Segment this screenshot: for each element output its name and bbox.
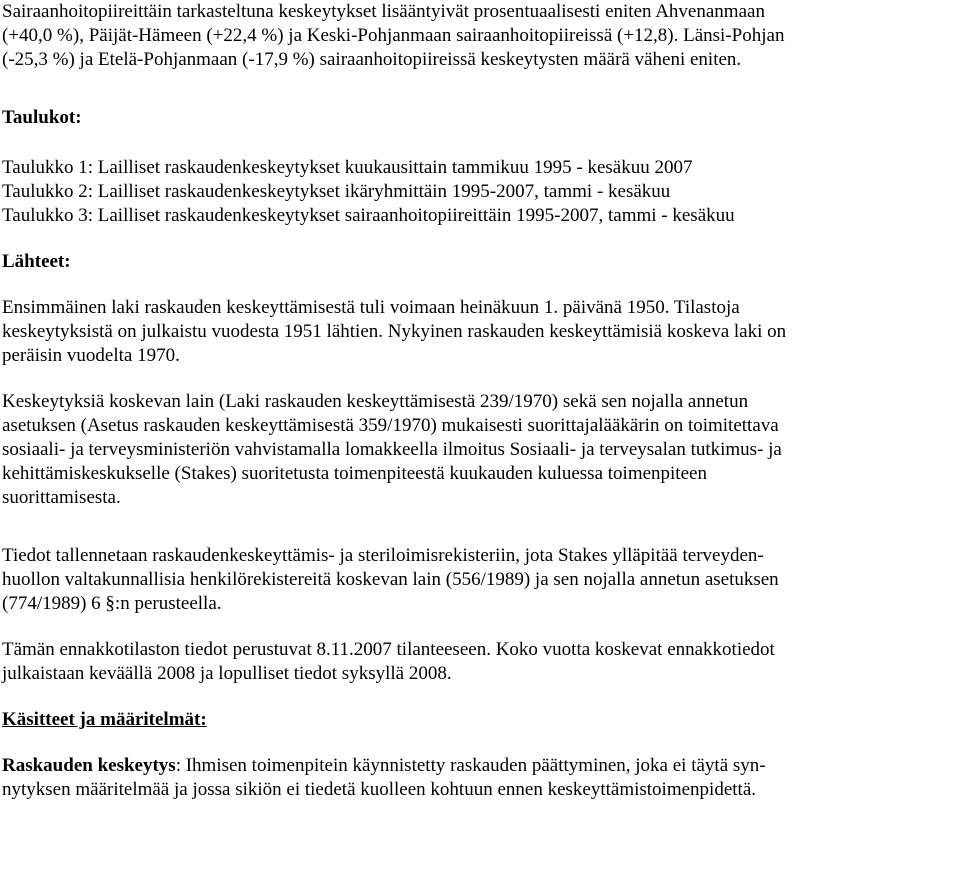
text-line: asetuksen (Asetus raskauden keskeyttämisestä 359/1970) mukaisesti suorittajalääkärin on toimitettava — [2, 415, 779, 436]
definition-second-line: nytyksen määritelmää ja jossa sikiön ei tiedetä kuolleen kohtuun ennen keskeyttämistoimenpidettä. — [2, 779, 756, 800]
definition-separator: : — [175, 755, 181, 776]
text-line: keskeytyksistä on julkaistu vuodesta 1951 lähtien. Nykyinen raskauden keskeyttämisiä koskeva laki on — [2, 321, 787, 342]
sources-heading: Lähteet: — [2, 251, 71, 272]
document-page — [2, 0, 958, 802]
table-list-item: Taulukko 2: Lailliset raskaudenkeskeytykset ikäryhmittäin 1995-2007, tammi - kesäkuu — [2, 181, 671, 202]
text-line: huollon valtakunnallisia henkilörekistereitä koskevan lain (556/1989) ja sen nojalla annetun asetuksen — [2, 569, 779, 590]
text-line: Ensimmäinen laki raskauden keskeyttämisestä tuli voimaan heinäkuun 1. päivänä 1950. Tilastoja — [2, 297, 740, 318]
text-line: Tämän ennakkotilaston tiedot perustuvat 8.11.2007 tilanteeseen. Koko vuotta koskevat ennakkotiedot — [2, 639, 775, 660]
table-list-item: Taulukko 3: Lailliset raskaudenkeskeytykset sairaanhoitopiireittäin 1995-2007, tammi - kesäkuu — [2, 205, 735, 226]
text-line: suorittamisesta. — [2, 487, 121, 508]
sources-paragraph-preliminary — [2, 638, 958, 686]
text-line: (+40,0 %), Päijät-Hämeen (+22,4 %) ja Keski-Pohjanmaan sairaanhoitopiireissä (+12,8). Länsi-Pohjan — [2, 25, 785, 46]
text-line: (-25,3 %) ja Etelä-Pohjanmaan (-17,9 %) sairaanhoitopiireissä keskeytysten määrä väheni eniten. — [2, 49, 742, 70]
text-line: Tiedot tallennetaan raskaudenkeskeyttämis- ja steriloimisrekisteriin, jota Stakes ylläpitää terveyden- — [2, 545, 764, 566]
sources-paragraph-reporting — [2, 390, 958, 510]
definitions-heading: Käsitteet ja määritelmät: — [2, 709, 207, 730]
intro-paragraph — [2, 0, 958, 72]
definition-text: Ihmisen toimenpitein käynnistetty raskauden päättyminen, joka ei täytä syn- — [180, 755, 766, 776]
definition-term: Raskauden keskeytys — [2, 755, 176, 776]
text-line: kehittämiskeskukselle (Stakes) suoritetusta toimenpiteestä kuukauden kuluessa toimenpiteen — [2, 463, 707, 484]
text-line: sosiaali- ja terveysministeriön vahvistamalla lomakkeella ilmoitus Sosiaali- ja terveysalan tutkimus- ja — [2, 439, 782, 460]
sources-paragraph-register — [2, 544, 958, 616]
text-line: Sairaanhoitopiireittäin tarkasteltuna keskeytykset lisääntyivät prosentuaalisesti eniten Ahvenanmaan — [2, 1, 765, 22]
sources-paragraph-law-history — [2, 296, 958, 368]
text-line: peräisin vuodelta 1970. — [2, 345, 180, 366]
text-line: (774/1989) 6 §:n perusteella. — [2, 593, 222, 614]
tables-list — [2, 156, 958, 228]
text-line: julkaistaan keväällä 2008 ja lopulliset tiedot syksyllä 2008. — [2, 663, 452, 684]
table-list-item: Taulukko 1: Lailliset raskaudenkeskeytykset kuukausittain tammikuu 1995 - kesäkuu 2007 — [2, 157, 693, 178]
text-line: Keskeytyksiä koskevan lain (Laki raskauden keskeyttämisestä 239/1970) sekä sen nojalla annetun — [2, 391, 749, 412]
definition-item — [2, 754, 958, 802]
tables-heading: Taulukot: — [2, 107, 82, 128]
definition-first-line — [2, 754, 958, 778]
